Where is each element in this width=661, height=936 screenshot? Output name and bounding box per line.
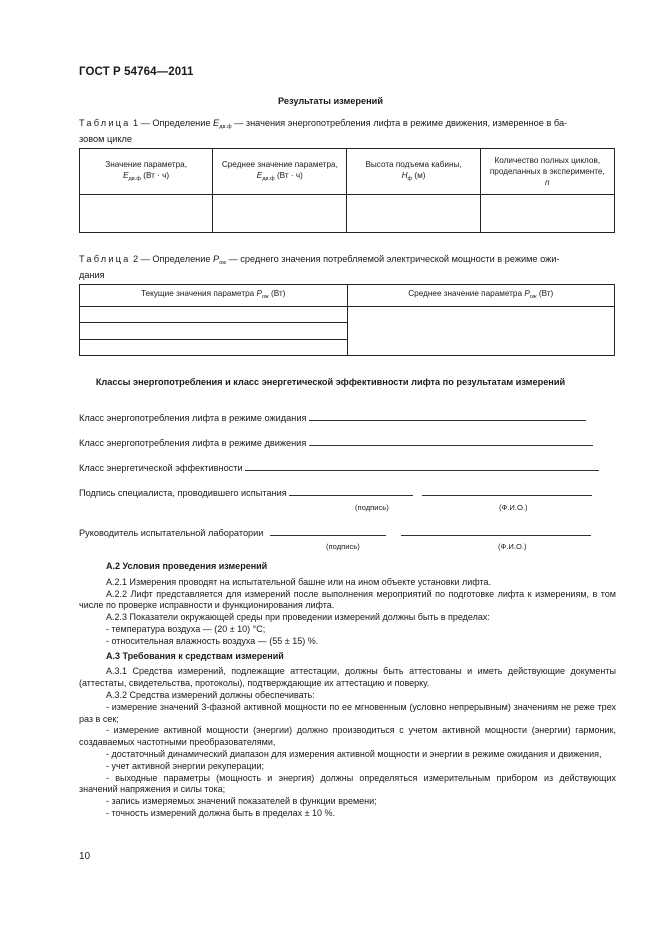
- section-a2-p3: А.2.3 Показатели окружающей среды при проведении измерений должны быть в пределах:: [106, 612, 490, 623]
- specialist-signature-field: [79, 486, 615, 499]
- page-number: 10: [79, 851, 91, 862]
- table2-header-mean: Среднее значение параметра $P_{ож}$ (Вт): [347, 285, 615, 307]
- specialist-signature-label: Подпись специалиста, проводившего испытания: [79, 488, 287, 498]
- table1-caption-word: Таблица: [79, 118, 131, 128]
- standby-class-input[interactable]: [309, 411, 586, 421]
- table2-caption-symbol: P: [213, 254, 220, 264]
- section-a2-p2: А.2.2 Лифт представляется для измерений после выполнения мероприятий по подготовке лифта к измерениям, в том числе по проверке исправности и функционирования лифта.: [79, 588, 616, 611]
- table2: [79, 284, 615, 356]
- lab-head-signature-caption: (подпись): [326, 542, 360, 551]
- lab-head-signature-input[interactable]: [270, 526, 386, 536]
- standby-class-field: [79, 411, 615, 424]
- section-a3-p9: - точность измерений должна быть в пределах ± 10 %.: [106, 807, 336, 818]
- table1-caption: [79, 117, 615, 145]
- table1: [79, 148, 615, 233]
- specialist-name-caption: (Ф.И.О.): [499, 503, 528, 512]
- table2-current-cell[interactable]: [80, 340, 348, 356]
- motion-class-label: Класс энергопотребления лифта в режиме движения: [79, 438, 307, 448]
- table2-caption-symbol-sub: ож: [219, 260, 226, 266]
- table2-mean-cell[interactable]: [347, 307, 615, 356]
- table1-caption-suffix: — значения энергопотребления лифта в режиме движения, измеренное в ба-: [231, 118, 568, 128]
- section-a2-title: А.2 Условия проведения измерений: [106, 561, 268, 571]
- table1-caption-line2: зовом цикле: [79, 134, 132, 144]
- classes-heading: Классы энергопотребления и класс энергетической эффективности лифта по результатам измерений: [95, 377, 566, 387]
- table2-row: [80, 307, 615, 323]
- document-code: ГОСТ Р 54764—2011: [79, 66, 194, 78]
- efficiency-class-field: [79, 461, 615, 474]
- efficiency-class-input[interactable]: [245, 461, 599, 471]
- section-a3-p3: - измерение значений 3-фазной активной мощности по ее мгновенным (условно непрерывным) значениям не реже трех раз в сек;: [79, 701, 616, 724]
- efficiency-class-label: Класс энергетической эффективности: [79, 463, 243, 473]
- section-a2-p4: - температура воздуха — (20 ± 10) °С;: [106, 623, 266, 634]
- table1-header-row: [80, 149, 615, 195]
- table1-caption-symbol: E: [213, 118, 220, 128]
- table2-caption-prefix: 2 — Определение: [133, 254, 214, 264]
- lab-head-name-input[interactable]: [401, 526, 591, 536]
- section-a3-p2: А.3.2 Средства измерений должны обеспечивать:: [106, 689, 315, 700]
- body-sections: [79, 561, 616, 820]
- section-a2-p5: - относительная влажность воздуха — (55 ± 15) %.: [106, 635, 319, 646]
- lab-head-field: [79, 526, 615, 539]
- table2-caption-suffix: — среднего значения потребляемой электрической мощности в режиме ожи-: [225, 254, 560, 264]
- table2-caption: [79, 253, 615, 281]
- table1-caption-symbol-sub: дв.ф: [219, 124, 232, 130]
- table1-cell[interactable]: [213, 195, 347, 233]
- section-a3-title: А.3 Требования к средствам измерений: [106, 650, 284, 661]
- section-a3-p4: - измерение активной мощности (энергии) должно производиться с учетом активной мощности (энергии) гармоник, создаваемых частотными преобразователями,: [79, 725, 616, 748]
- table2-caption-word: Таблица: [79, 254, 131, 264]
- table1-cell[interactable]: [80, 195, 213, 233]
- section-a3-p1: А.3.1 Средства измерений, подлежащие аттестации, должны быть аттестованы и иметь действующие документы (аттестаты, свидетельства, протоколы), подтверждающие их аттестацию и поверку.: [79, 666, 616, 689]
- section-a3-p6: - учет активной энергии рекуперации;: [106, 760, 265, 771]
- specialist-signature-input[interactable]: [289, 486, 413, 496]
- section-a3-p8: - запись измеряемых значений показателей в функции времени;: [106, 796, 377, 807]
- table2-current-cell[interactable]: [80, 323, 348, 340]
- table2-caption-line2: дания: [79, 270, 105, 280]
- standby-class-label: Класс энергопотребления лифта в режиме ожидания: [79, 413, 307, 423]
- table2-current-cell[interactable]: [80, 307, 348, 323]
- table1-header-energy: Значение параметра, $E_{дв.ф}$ (Вт · ч): [80, 149, 213, 195]
- lab-head-name-caption: (Ф.И.О.): [498, 542, 527, 551]
- table1-header-cycles: Количество полных циклов, проделанных в эксперименте, n: [480, 149, 614, 195]
- table2-header-row: [80, 285, 615, 307]
- section-a3-p7: - выходные параметры (мощность и энергия) должны определяться измерительным прибором из действующих значений напряжения и силы тока;: [79, 772, 616, 795]
- table2-header-current: Текущие значения параметра $P_{ож}$ (Вт): [80, 285, 348, 307]
- section-a3-p5: - достаточный динамический диапазон для измерения активной мощности и энергии в режиме ожидания и движения,: [106, 748, 602, 759]
- table1-cell[interactable]: [347, 195, 480, 233]
- lab-head-label: Руководитель испытательной лаборатории: [79, 528, 264, 538]
- table1-data-row: [80, 195, 615, 233]
- table1-header-height: Высота подъема кабины, $H_ф$ (м): [347, 149, 480, 195]
- table1-cell[interactable]: [480, 195, 614, 233]
- results-heading: Результаты измерений: [278, 96, 383, 106]
- specialist-name-input[interactable]: [422, 486, 592, 496]
- motion-class-input[interactable]: [309, 436, 593, 446]
- specialist-signature-caption: (подпись): [355, 503, 389, 512]
- motion-class-field: [79, 436, 615, 449]
- table1-header-mean-energy: Среднее значение параметра, $E_{дв.ф}$ (Вт · ч): [213, 149, 347, 195]
- table1-caption-prefix: 1 — Определение: [133, 118, 214, 128]
- section-a2-p1: А.2.1 Измерения проводят на испытательной башне или на ином объекте установки лифта.: [106, 576, 491, 587]
